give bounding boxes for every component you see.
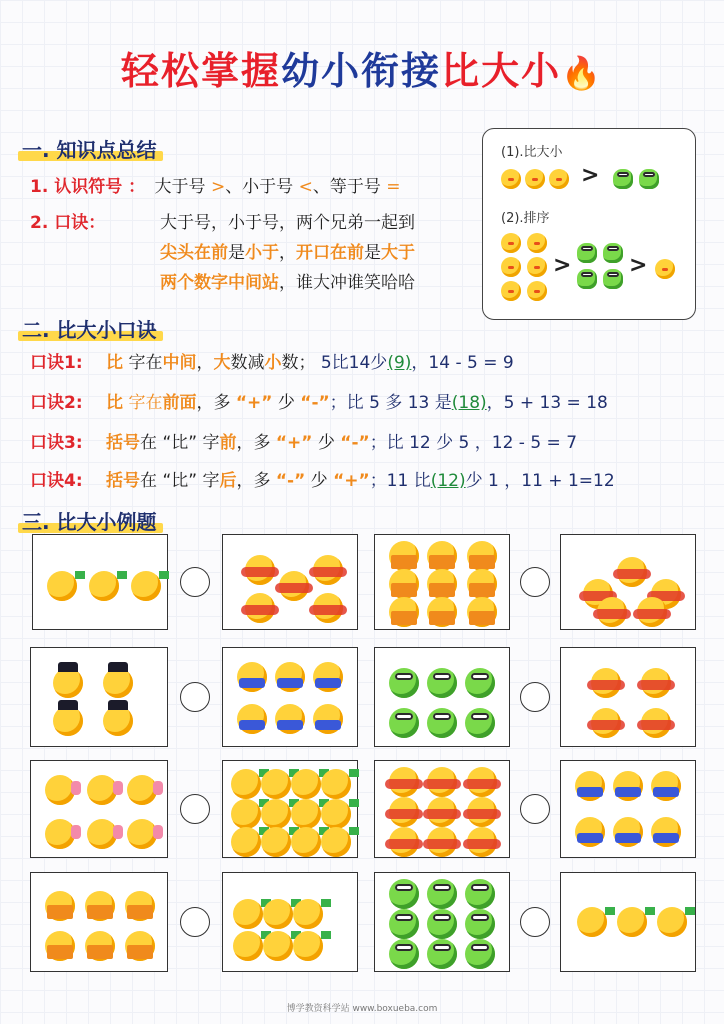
- cartoon-chick-icon: [313, 704, 343, 734]
- cartoon-chick-icon: [125, 891, 155, 921]
- cartoon-chick-icon: [651, 771, 681, 801]
- cartoon-chick-icon: [321, 799, 351, 829]
- sort-label: (2).排序: [501, 211, 550, 226]
- cartoon-chick-icon: [467, 767, 497, 797]
- cartoon-chick-icon: [313, 593, 343, 623]
- cartoon-chick-icon: [427, 708, 457, 738]
- cartoon-chick-icon: [465, 939, 495, 969]
- cartoon-chick-icon: [467, 541, 497, 571]
- cartoon-chick-icon: [427, 668, 457, 698]
- cartoon-chick-icon: [127, 775, 157, 805]
- frog-icon: [603, 243, 623, 263]
- cartoon-chick-icon: [85, 931, 115, 961]
- cartoon-chick-icon: [275, 704, 305, 734]
- cartoon-chick-icon: [53, 706, 83, 736]
- cartoon-chick-icon: [657, 907, 687, 937]
- compare-label: (1).比大小: [501, 145, 563, 160]
- greater-than-sign: >: [553, 253, 572, 278]
- cartoon-chick-icon: [427, 909, 457, 939]
- exercise-picture-box: [222, 647, 358, 747]
- exercise-picture-box: [374, 534, 510, 630]
- cartoon-chick-icon: [237, 662, 267, 692]
- cartoon-chick-icon: [45, 891, 75, 921]
- chick-icon: [501, 257, 521, 277]
- cartoon-chick-icon: [641, 668, 671, 698]
- cartoon-chick-icon: [321, 827, 351, 857]
- cartoon-chick-icon: [427, 827, 457, 857]
- rhyme-rule-3: 口诀3: 括号在 “比” 字前，多 “+” 少 “-”；比 12 少 5 ，12 - 5 = 7: [30, 433, 578, 453]
- cartoon-chick-icon: [47, 571, 77, 601]
- cartoon-chick-icon: [651, 817, 681, 847]
- cartoon-chick-icon: [131, 571, 161, 601]
- cartoon-chick-icon: [103, 668, 133, 698]
- answer-circle[interactable]: [180, 794, 210, 824]
- rhyme-line-2: 尖头在前是小于，开口在前是大于: [160, 243, 415, 263]
- cartoon-chick-icon: [127, 819, 157, 849]
- rhyme-rule-1: 口诀1: 比 字在中间，大数减小数； 5比14少(9)，14 - 5 = 9: [30, 353, 514, 373]
- cartoon-chick-icon: [231, 827, 261, 857]
- answer-circle[interactable]: [180, 907, 210, 937]
- cartoon-chick-icon: [465, 668, 495, 698]
- cartoon-chick-icon: [577, 907, 607, 937]
- answer-circle[interactable]: [520, 794, 550, 824]
- cartoon-chick-icon: [261, 799, 291, 829]
- cartoon-chick-icon: [291, 769, 321, 799]
- cartoon-chick-icon: [103, 706, 133, 736]
- frog-icon: [639, 169, 659, 189]
- chick-icon: [525, 169, 545, 189]
- cartoon-chick-icon: [231, 799, 261, 829]
- cartoon-chick-icon: [85, 891, 115, 921]
- cartoon-chick-icon: [313, 555, 343, 585]
- exercise-picture-box: [560, 760, 696, 858]
- cartoon-chick-icon: [389, 597, 419, 627]
- cartoon-chick-icon: [263, 899, 293, 929]
- cartoon-chick-icon: [291, 799, 321, 829]
- cartoon-chick-icon: [261, 769, 291, 799]
- frog-icon: [603, 269, 623, 289]
- cartoon-chick-icon: [389, 668, 419, 698]
- answer-circle[interactable]: [180, 682, 210, 712]
- cartoon-chick-icon: [233, 899, 263, 929]
- cartoon-chick-icon: [591, 708, 621, 738]
- cartoon-chick-icon: [53, 668, 83, 698]
- cartoon-chick-icon: [591, 668, 621, 698]
- footer-watermark: 博学教资科学站 www.boxueba.com: [286, 1004, 438, 1014]
- section-heading-knowledge: 一. 知识点总结: [22, 134, 157, 163]
- cartoon-chick-icon: [389, 569, 419, 599]
- exercise-picture-box: [560, 647, 696, 747]
- cartoon-chick-icon: [389, 767, 419, 797]
- rhyme-line-3: 两个数字中间站，谁大冲谁笑哈哈: [160, 273, 415, 293]
- exercise-picture-box: [222, 872, 358, 972]
- cartoon-chick-icon: [389, 879, 419, 909]
- cartoon-chick-icon: [389, 708, 419, 738]
- cartoon-chick-icon: [245, 555, 275, 585]
- cartoon-chick-icon: [575, 817, 605, 847]
- cartoon-chick-icon: [597, 597, 627, 627]
- chick-icon: [501, 281, 521, 301]
- symbols-line: 1. 认识符号 ： 大于号 >、小于号 <、等于号 =: [30, 177, 401, 197]
- cartoon-chick-icon: [89, 571, 119, 601]
- chick-icon: [527, 233, 547, 253]
- chick-icon: [527, 257, 547, 277]
- cartoon-chick-icon: [389, 909, 419, 939]
- answer-circle[interactable]: [180, 567, 210, 597]
- chick-icon: [501, 169, 521, 189]
- cartoon-chick-icon: [87, 819, 117, 849]
- page-title: 轻松掌握幼小衔接比大小🔥: [121, 49, 603, 93]
- cartoon-chick-icon: [427, 797, 457, 827]
- fire-icon: 🔥: [561, 54, 603, 92]
- exercise-picture-box: [560, 872, 696, 972]
- cartoon-chick-icon: [321, 769, 351, 799]
- cartoon-chick-icon: [575, 771, 605, 801]
- cartoon-chick-icon: [427, 569, 457, 599]
- cartoon-chick-icon: [261, 827, 291, 857]
- exercise-picture-box: [374, 647, 510, 747]
- cartoon-chick-icon: [389, 939, 419, 969]
- chick-icon: [549, 169, 569, 189]
- exercise-picture-box: [30, 647, 168, 747]
- cartoon-chick-icon: [467, 569, 497, 599]
- cartoon-chick-icon: [467, 827, 497, 857]
- frog-icon: [577, 269, 597, 289]
- cartoon-chick-icon: [637, 597, 667, 627]
- cartoon-chick-icon: [427, 597, 457, 627]
- exercise-picture-box: [560, 534, 696, 630]
- cartoon-chick-icon: [465, 909, 495, 939]
- greater-than-sign: >: [581, 163, 600, 188]
- cartoon-chick-icon: [427, 541, 457, 571]
- exercise-picture-box: [374, 760, 510, 858]
- cartoon-chick-icon: [87, 775, 117, 805]
- cartoon-chick-icon: [613, 771, 643, 801]
- cartoon-chick-icon: [45, 775, 75, 805]
- cartoon-chick-icon: [641, 708, 671, 738]
- cartoon-chick-icon: [293, 899, 323, 929]
- chick-icon: [527, 281, 547, 301]
- cartoon-chick-icon: [427, 879, 457, 909]
- exercise-picture-box: [30, 872, 168, 972]
- greater-than-sign: >: [629, 253, 648, 278]
- cartoon-chick-icon: [389, 541, 419, 571]
- frog-icon: [613, 169, 633, 189]
- answer-circle[interactable]: [520, 567, 550, 597]
- cartoon-chick-icon: [389, 827, 419, 857]
- cartoon-chick-icon: [467, 797, 497, 827]
- cartoon-chick-icon: [617, 557, 647, 587]
- cartoon-chick-icon: [389, 797, 419, 827]
- cartoon-chick-icon: [291, 827, 321, 857]
- cartoon-chick-icon: [279, 571, 309, 601]
- cartoon-chick-icon: [617, 907, 647, 937]
- exercise-picture-box: [374, 872, 510, 972]
- chick-icon: [501, 233, 521, 253]
- cartoon-chick-icon: [231, 769, 261, 799]
- section-heading-rhymes: 二. 比大小口诀: [22, 314, 157, 343]
- cartoon-chick-icon: [237, 704, 267, 734]
- rhyme-rule-2: 口诀2: 比 字在前面，多 “+” 少 “-”；比 5 多 13 是(18)，5 + 13 = 18: [30, 393, 608, 413]
- cartoon-chick-icon: [263, 931, 293, 961]
- cartoon-chick-icon: [465, 708, 495, 738]
- rhyme-label: 2. 口诀：: [30, 213, 106, 233]
- rhyme-line-1: 大于号，小于号，两个兄弟一起到: [160, 213, 415, 233]
- cartoon-chick-icon: [427, 939, 457, 969]
- exercise-picture-box: [32, 534, 168, 630]
- exercise-picture-box: [222, 534, 358, 630]
- cartoon-chick-icon: [245, 593, 275, 623]
- cartoon-chick-icon: [427, 767, 457, 797]
- cartoon-chick-icon: [275, 662, 305, 692]
- exercise-picture-box: [222, 760, 358, 858]
- frog-icon: [577, 243, 597, 263]
- cartoon-chick-icon: [465, 879, 495, 909]
- cartoon-chick-icon: [45, 819, 75, 849]
- example-box: [482, 128, 696, 320]
- cartoon-chick-icon: [293, 931, 323, 961]
- cartoon-chick-icon: [233, 931, 263, 961]
- cartoon-chick-icon: [45, 931, 75, 961]
- cartoon-chick-icon: [467, 597, 497, 627]
- cartoon-chick-icon: [313, 662, 343, 692]
- cartoon-chick-icon: [613, 817, 643, 847]
- answer-circle[interactable]: [520, 907, 550, 937]
- exercise-picture-box: [30, 760, 168, 858]
- section-heading-examples: 三. 比大小例题: [22, 506, 157, 535]
- chick-with-hat-icon: [655, 259, 675, 279]
- answer-circle[interactable]: [520, 682, 550, 712]
- rhyme-rule-4: 口诀4: 括号在 “比” 字后，多 “-” 少 “+”；11 比(12)少 1 ，11 + 1=12: [30, 471, 615, 491]
- cartoon-chick-icon: [125, 931, 155, 961]
